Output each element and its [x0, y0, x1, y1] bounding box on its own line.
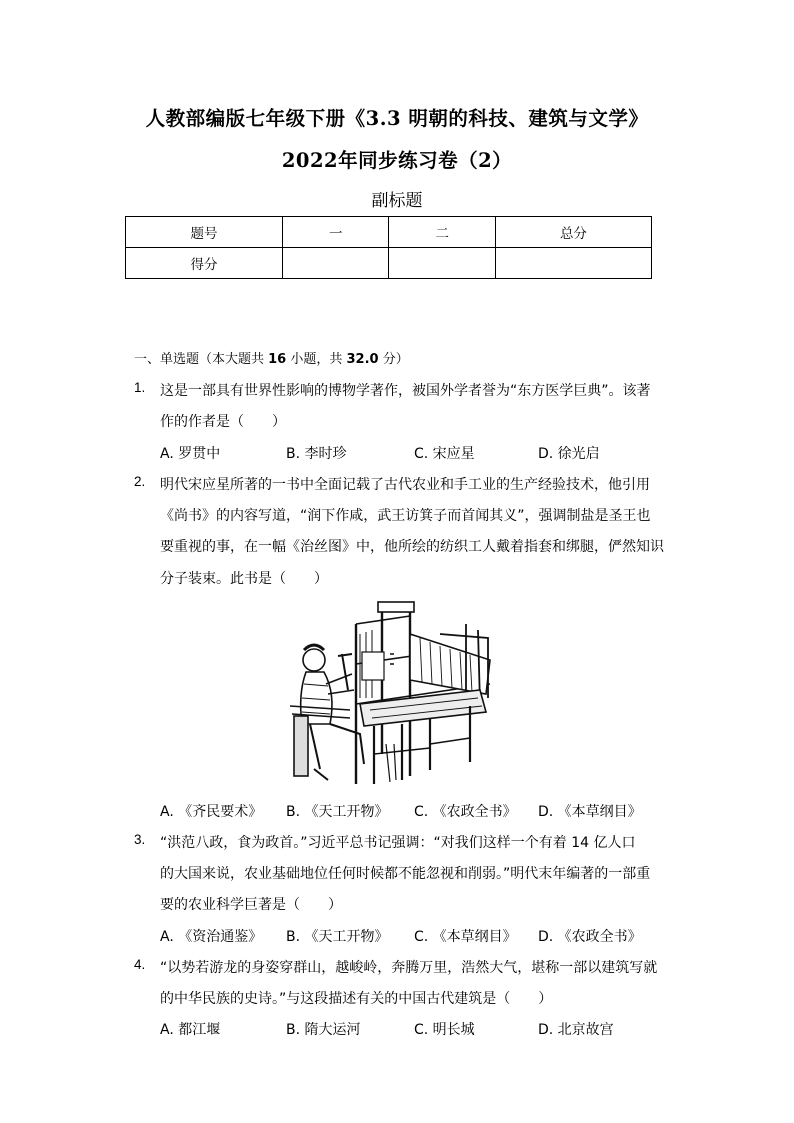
option-a[interactable]: A. 《资治通鉴》 [160, 929, 263, 945]
section-points: 32.0 [346, 352, 379, 367]
question-text-line: 这是一部具有世界性影响的博物学著作，被国外学者誉为“东方医学巨典”。该著 [160, 383, 651, 399]
score-table [125, 216, 652, 279]
section-mid: 小题，共 [286, 352, 347, 367]
question-number: 3. [134, 832, 146, 847]
option-b[interactable]: B. 李时珍 [286, 446, 347, 462]
option-d[interactable]: D. 《农政全书》 [538, 929, 642, 945]
option-a[interactable]: A. 《齐民要术》 [160, 804, 263, 820]
exam-subtitle: 副标题 [371, 191, 423, 211]
score-header-cell: 题号 [126, 217, 283, 248]
question-text-line: “以势若游龙的身姿穿群山，越峻岭，奔腾万里，浩然大气，堪称一部以建筑写就 [160, 960, 658, 976]
score-input-cell[interactable] [389, 248, 495, 279]
option-b[interactable]: B. 《天工开物》 [286, 929, 389, 945]
question-text-line: 作的作者是（ ） [160, 414, 286, 430]
exam-title-line2: 2022年同步练习卷（2） [281, 149, 513, 172]
question-text-line: 的大国来说，农业基础地位任何时候都不能忽视和削弱。”明代末年编著的一部重 [160, 866, 651, 882]
question-text-line: 分子装束。此书是（ ） [160, 571, 328, 587]
score-header-cell: 二 [389, 217, 495, 248]
question-number: 1. [134, 380, 146, 395]
question-text-line: 明代宋应星所著的一书中全面记载了古代农业和手工业的生产经验技术，他引用 [160, 477, 650, 493]
option-b[interactable]: B. 《天工开物》 [286, 804, 389, 820]
section-count: 16 [268, 352, 287, 367]
option-c[interactable]: C. 明长城 [414, 1022, 475, 1038]
option-c[interactable]: C. 《本草纲目》 [414, 929, 517, 945]
question-number: 4. [134, 957, 146, 972]
option-c[interactable]: C. 宋应星 [414, 446, 475, 462]
option-d[interactable]: D. 徐光启 [538, 446, 600, 462]
question-text-line: “洪范八政，食为政首。”习近平总书记强调：“对我们这样一个有着 14 亿人口 [160, 835, 636, 851]
option-a[interactable]: A. 都江堰 [160, 1022, 221, 1038]
score-header-cell: 一 [283, 217, 389, 248]
score-row-label: 得分 [126, 248, 283, 279]
question-text-line: 《尚书》的内容写道，“润下作咸，武王访箕子而首闻其义”，强调制盐是圣王也 [160, 508, 651, 524]
option-d[interactable]: D. 《本草纲目》 [538, 804, 642, 820]
option-a[interactable]: A. 罗贯中 [160, 446, 221, 462]
loom-illustration [290, 594, 496, 790]
section-heading [134, 348, 409, 367]
section-suffix: 分） [378, 352, 409, 367]
score-input-cell[interactable] [495, 248, 651, 279]
question-number: 2. [134, 474, 146, 489]
score-input-cell[interactable] [283, 248, 389, 279]
question-text-line: 的中华民族的史诗。”与这段描述有关的中国古代建筑是（ ） [160, 991, 553, 1007]
score-header-cell: 总分 [495, 217, 651, 248]
section-prefix: 一、单选题（本大题共 [134, 352, 269, 367]
question-text-line: 要重视的事，在一幅《治丝图》中，他所绘的纺织工人戴着指套和绑腿，俨然知识 [160, 539, 664, 555]
option-b[interactable]: B. 隋大运河 [286, 1022, 361, 1038]
score-table-header-row [126, 217, 652, 248]
score-table-score-row [126, 248, 652, 279]
option-d[interactable]: D. 北京故宫 [538, 1022, 614, 1038]
question-text-line: 要的农业科学巨著是（ ） [160, 897, 342, 913]
exam-title-line1: 人教部编版七年级下册《3.3 明朝的科技、建筑与文学》 [145, 107, 649, 130]
option-c[interactable]: C. 《农政全书》 [414, 804, 517, 820]
